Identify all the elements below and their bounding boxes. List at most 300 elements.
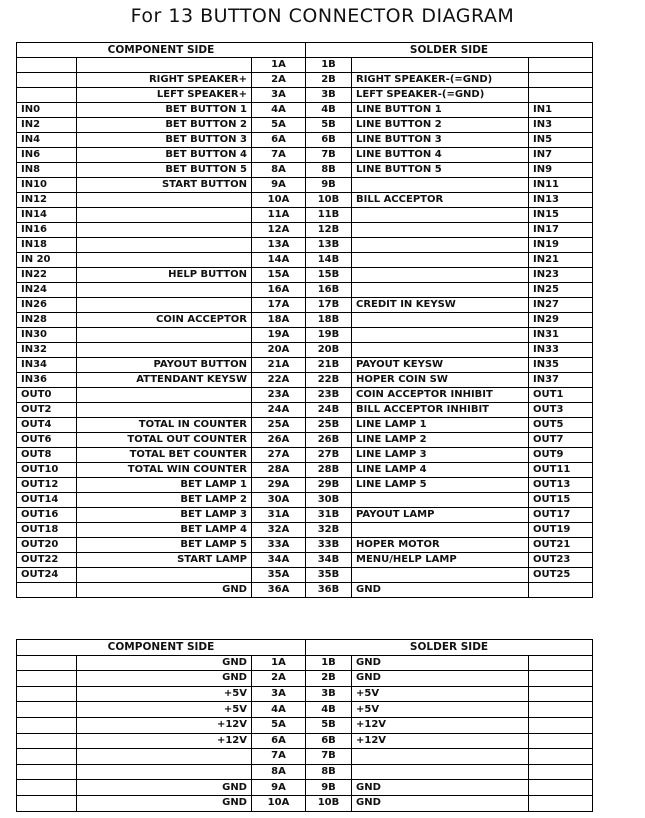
component-function-cell: +12V — [77, 733, 252, 749]
solder-function-cell: GND — [352, 795, 529, 811]
solder-signal-cell: OUT7 — [529, 433, 593, 448]
solder-signal-cell: OUT15 — [529, 493, 593, 508]
table-row — [17, 749, 593, 765]
pin-b-cell: 20B — [306, 343, 352, 358]
component-signal-cell: OUT22 — [17, 553, 77, 568]
solder-function-cell — [352, 523, 529, 538]
component-function-cell: START BUTTON — [77, 178, 252, 193]
solder-signal-cell — [529, 780, 593, 796]
component-function-cell: GND — [77, 671, 252, 687]
component-signal-cell: IN28 — [17, 313, 77, 328]
component-signal-cell — [17, 583, 77, 598]
solder-signal-cell: IN17 — [529, 223, 593, 238]
table-row — [17, 358, 593, 373]
component-signal-cell: IN6 — [17, 148, 77, 163]
pin-b-cell: 7B — [306, 148, 352, 163]
component-function-cell: BET LAMP 1 — [77, 478, 252, 493]
component-function-cell: BET BUTTON 1 — [77, 103, 252, 118]
solder-function-cell: LEFT SPEAKER-(=GND) — [352, 88, 529, 103]
solder-function-cell: MENU/HELP LAMP — [352, 553, 529, 568]
pin-a-cell: 8A — [252, 163, 306, 178]
table-row — [17, 268, 593, 283]
solder-function-cell: RIGHT SPEAKER-(=GND) — [352, 73, 529, 88]
table-row — [17, 223, 593, 238]
component-signal-cell — [17, 780, 77, 796]
pin-a-cell: 23A — [252, 388, 306, 403]
table-row — [17, 148, 593, 163]
component-function-cell: +5V — [77, 686, 252, 702]
table-header-row — [17, 43, 593, 58]
pin-b-cell: 31B — [306, 508, 352, 523]
solder-signal-cell: IN5 — [529, 133, 593, 148]
component-function-cell — [77, 223, 252, 238]
component-side-header: COMPONENT SIDE — [17, 640, 306, 656]
table-row — [17, 298, 593, 313]
pin-a-cell: 31A — [252, 508, 306, 523]
solder-signal-cell: IN7 — [529, 148, 593, 163]
pin-a-cell: 4A — [252, 103, 306, 118]
pin-a-cell: 17A — [252, 298, 306, 313]
component-function-cell: PAYOUT BUTTON — [77, 358, 252, 373]
pin-b-cell: 6B — [306, 133, 352, 148]
solder-function-cell: LINE LAMP 1 — [352, 418, 529, 433]
pin-b-cell: 4B — [306, 103, 352, 118]
pin-a-cell: 13A — [252, 238, 306, 253]
pin-a-cell: 24A — [252, 403, 306, 418]
pin-b-cell: 1B — [306, 58, 352, 73]
solder-function-cell — [352, 313, 529, 328]
pin-b-cell: 2B — [306, 671, 352, 687]
component-function-cell — [77, 403, 252, 418]
pin-b-cell: 19B — [306, 328, 352, 343]
component-signal-cell — [17, 733, 77, 749]
table-row — [17, 686, 593, 702]
table-row — [17, 508, 593, 523]
solder-signal-cell: OUT21 — [529, 538, 593, 553]
component-signal-cell: IN30 — [17, 328, 77, 343]
component-signal-cell: OUT6 — [17, 433, 77, 448]
pin-b-cell: 36B — [306, 583, 352, 598]
solder-function-cell: LINE LAMP 2 — [352, 433, 529, 448]
component-function-cell: BET LAMP 2 — [77, 493, 252, 508]
table-row — [17, 253, 593, 268]
table-row — [17, 118, 593, 133]
solder-signal-cell: IN27 — [529, 298, 593, 313]
component-signal-cell — [17, 88, 77, 103]
table-row — [17, 103, 593, 118]
table-row — [17, 780, 593, 796]
component-function-cell: GND — [77, 583, 252, 598]
component-function-cell — [77, 58, 252, 73]
solder-signal-cell: OUT3 — [529, 403, 593, 418]
solder-function-cell: BILL ACCEPTOR INHIBIT — [352, 403, 529, 418]
component-signal-cell: IN14 — [17, 208, 77, 223]
pin-b-cell: 30B — [306, 493, 352, 508]
solder-function-cell — [352, 238, 529, 253]
pin-a-cell: 18A — [252, 313, 306, 328]
table-row — [17, 343, 593, 358]
table-row — [17, 764, 593, 780]
solder-signal-cell — [529, 73, 593, 88]
table-row — [17, 418, 593, 433]
pin-a-cell: 26A — [252, 433, 306, 448]
component-function-cell: COIN ACCEPTOR — [77, 313, 252, 328]
component-function-cell: BET BUTTON 2 — [77, 118, 252, 133]
pin-b-cell: 11B — [306, 208, 352, 223]
pin-b-cell: 3B — [306, 686, 352, 702]
solder-function-cell: GND — [352, 655, 529, 671]
component-function-cell — [77, 749, 252, 765]
component-signal-cell: IN12 — [17, 193, 77, 208]
table-row — [17, 568, 593, 583]
solder-signal-cell: IN1 — [529, 103, 593, 118]
table-row — [17, 328, 593, 343]
pin-a-cell: 3A — [252, 686, 306, 702]
component-signal-cell: OUT12 — [17, 478, 77, 493]
solder-function-cell: LINE BUTTON 5 — [352, 163, 529, 178]
component-signal-cell — [17, 702, 77, 718]
component-signal-cell: IN16 — [17, 223, 77, 238]
pin-a-cell: 1A — [252, 655, 306, 671]
pin-a-cell: 35A — [252, 568, 306, 583]
component-function-cell: START LAMP — [77, 553, 252, 568]
component-function-cell: TOTAL BET COUNTER — [77, 448, 252, 463]
solder-function-cell: HOPER COIN SW — [352, 373, 529, 388]
component-signal-cell: IN32 — [17, 343, 77, 358]
pin-b-cell: 4B — [306, 702, 352, 718]
table-row — [17, 208, 593, 223]
pin-a-cell: 19A — [252, 328, 306, 343]
table-row — [17, 463, 593, 478]
pin-b-cell: 9B — [306, 178, 352, 193]
component-function-cell: GND — [77, 795, 252, 811]
solder-function-cell — [352, 223, 529, 238]
component-function-cell: +5V — [77, 702, 252, 718]
table-row — [17, 523, 593, 538]
component-signal-cell: IN36 — [17, 373, 77, 388]
solder-function-cell: +12V — [352, 733, 529, 749]
pin-a-cell: 7A — [252, 749, 306, 765]
pin-a-cell: 21A — [252, 358, 306, 373]
component-function-cell: LEFT SPEAKER+ — [77, 88, 252, 103]
table-row — [17, 133, 593, 148]
pin-b-cell: 3B — [306, 88, 352, 103]
solder-function-cell — [352, 208, 529, 223]
component-side-header: COMPONENT SIDE — [17, 43, 306, 58]
component-function-cell — [77, 388, 252, 403]
component-signal-cell: IN26 — [17, 298, 77, 313]
component-function-cell: GND — [77, 780, 252, 796]
solder-side-header: SOLDER SIDE — [306, 640, 593, 656]
pin-b-cell: 34B — [306, 553, 352, 568]
pin-a-cell: 22A — [252, 373, 306, 388]
table-row — [17, 88, 593, 103]
component-function-cell: TOTAL OUT COUNTER — [77, 433, 252, 448]
pin-a-cell: 12A — [252, 223, 306, 238]
component-function-cell — [77, 193, 252, 208]
pin-b-cell: 27B — [306, 448, 352, 463]
component-function-cell: GND — [77, 655, 252, 671]
table-row — [17, 238, 593, 253]
solder-signal-cell — [529, 764, 593, 780]
component-signal-cell: IN24 — [17, 283, 77, 298]
pin-a-cell: 3A — [252, 88, 306, 103]
pin-b-cell: 23B — [306, 388, 352, 403]
component-signal-cell — [17, 58, 77, 73]
solder-signal-cell: IN21 — [529, 253, 593, 268]
component-function-cell — [77, 208, 252, 223]
solder-signal-cell — [529, 717, 593, 733]
main-connector-table — [16, 42, 593, 598]
solder-signal-cell — [529, 58, 593, 73]
component-function-cell: BET BUTTON 5 — [77, 163, 252, 178]
pin-a-cell: 16A — [252, 283, 306, 298]
solder-signal-cell — [529, 686, 593, 702]
table-row — [17, 553, 593, 568]
solder-function-cell: LINE LAMP 5 — [352, 478, 529, 493]
solder-function-cell — [352, 328, 529, 343]
component-signal-cell: OUT14 — [17, 493, 77, 508]
solder-signal-cell — [529, 88, 593, 103]
solder-function-cell: GND — [352, 583, 529, 598]
solder-function-cell — [352, 749, 529, 765]
pin-b-cell: 17B — [306, 298, 352, 313]
solder-signal-cell — [529, 671, 593, 687]
component-signal-cell: IN10 — [17, 178, 77, 193]
solder-signal-cell: IN33 — [529, 343, 593, 358]
solder-signal-cell: IN11 — [529, 178, 593, 193]
solder-function-cell — [352, 493, 529, 508]
pin-a-cell: 2A — [252, 671, 306, 687]
pin-a-cell: 2A — [252, 73, 306, 88]
pin-a-cell: 6A — [252, 133, 306, 148]
component-signal-cell: IN2 — [17, 118, 77, 133]
component-function-cell: TOTAL WIN COUNTER — [77, 463, 252, 478]
component-signal-cell: OUT18 — [17, 523, 77, 538]
pin-a-cell: 5A — [252, 118, 306, 133]
pin-b-cell: 24B — [306, 403, 352, 418]
component-function-cell — [77, 343, 252, 358]
solder-function-cell: LINE BUTTON 4 — [352, 148, 529, 163]
component-signal-cell: OUT20 — [17, 538, 77, 553]
pin-a-cell: 10A — [252, 795, 306, 811]
table-row — [17, 403, 593, 418]
component-signal-cell: OUT24 — [17, 568, 77, 583]
pin-a-cell: 33A — [252, 538, 306, 553]
component-signal-cell: OUT8 — [17, 448, 77, 463]
table-row — [17, 655, 593, 671]
component-signal-cell — [17, 764, 77, 780]
solder-function-cell: GND — [352, 671, 529, 687]
table-row — [17, 313, 593, 328]
pin-b-cell: 28B — [306, 463, 352, 478]
pin-a-cell: 4A — [252, 702, 306, 718]
pin-a-cell: 11A — [252, 208, 306, 223]
table-row — [17, 671, 593, 687]
component-signal-cell: IN34 — [17, 358, 77, 373]
pin-a-cell: 32A — [252, 523, 306, 538]
table-header-row — [17, 640, 593, 656]
pin-a-cell: 20A — [252, 343, 306, 358]
table-row — [17, 283, 593, 298]
solder-signal-cell: IN19 — [529, 238, 593, 253]
component-signal-cell — [17, 671, 77, 687]
component-function-cell: BET BUTTON 4 — [77, 148, 252, 163]
table-row — [17, 702, 593, 718]
component-function-cell: ATTENDANT KEYSW — [77, 373, 252, 388]
pin-b-cell: 1B — [306, 655, 352, 671]
pin-b-cell: 16B — [306, 283, 352, 298]
power-connector-table — [16, 639, 593, 812]
table-row — [17, 478, 593, 493]
solder-function-cell — [352, 253, 529, 268]
solder-function-cell: COIN ACCEPTOR INHIBIT — [352, 388, 529, 403]
solder-signal-cell: IN31 — [529, 328, 593, 343]
component-function-cell — [77, 238, 252, 253]
table-row — [17, 448, 593, 463]
solder-function-cell: LINE LAMP 4 — [352, 463, 529, 478]
pin-b-cell: 15B — [306, 268, 352, 283]
solder-signal-cell: IN23 — [529, 268, 593, 283]
table-row — [17, 373, 593, 388]
table-row — [17, 538, 593, 553]
solder-function-cell: +12V — [352, 717, 529, 733]
solder-signal-cell: OUT17 — [529, 508, 593, 523]
component-function-cell: BET BUTTON 3 — [77, 133, 252, 148]
pin-a-cell: 27A — [252, 448, 306, 463]
pin-a-cell: 6A — [252, 733, 306, 749]
pin-b-cell: 29B — [306, 478, 352, 493]
table-row — [17, 388, 593, 403]
pin-a-cell: 10A — [252, 193, 306, 208]
pin-a-cell: 25A — [252, 418, 306, 433]
solder-signal-cell: OUT11 — [529, 463, 593, 478]
solder-signal-cell: IN29 — [529, 313, 593, 328]
component-signal-cell: IN18 — [17, 238, 77, 253]
component-function-cell: BET LAMP 5 — [77, 538, 252, 553]
component-signal-cell: IN 20 — [17, 253, 77, 268]
solder-function-cell — [352, 764, 529, 780]
table-row — [17, 73, 593, 88]
solder-signal-cell — [529, 583, 593, 598]
solder-signal-cell: IN9 — [529, 163, 593, 178]
solder-function-cell: CREDIT IN KEYSW — [352, 298, 529, 313]
solder-signal-cell — [529, 749, 593, 765]
solder-signal-cell: OUT5 — [529, 418, 593, 433]
component-signal-cell — [17, 73, 77, 88]
component-signal-cell: OUT16 — [17, 508, 77, 523]
table-row — [17, 58, 593, 73]
component-function-cell: BET LAMP 3 — [77, 508, 252, 523]
pin-a-cell: 9A — [252, 780, 306, 796]
pin-b-cell: 10B — [306, 795, 352, 811]
table-row — [17, 433, 593, 448]
component-signal-cell: OUT4 — [17, 418, 77, 433]
solder-function-cell — [352, 58, 529, 73]
solder-side-header: SOLDER SIDE — [306, 43, 593, 58]
component-function-cell — [77, 283, 252, 298]
component-function-cell: BET LAMP 4 — [77, 523, 252, 538]
component-signal-cell — [17, 749, 77, 765]
pin-a-cell: 15A — [252, 268, 306, 283]
solder-function-cell: PAYOUT KEYSW — [352, 358, 529, 373]
solder-signal-cell: OUT25 — [529, 568, 593, 583]
table-row — [17, 163, 593, 178]
component-function-cell — [77, 298, 252, 313]
pin-b-cell: 7B — [306, 749, 352, 765]
component-signal-cell: IN22 — [17, 268, 77, 283]
solder-function-cell: GND — [352, 780, 529, 796]
component-signal-cell — [17, 655, 77, 671]
pin-a-cell: 8A — [252, 764, 306, 780]
solder-signal-cell: OUT1 — [529, 388, 593, 403]
solder-signal-cell — [529, 702, 593, 718]
pin-b-cell: 8B — [306, 163, 352, 178]
component-function-cell — [77, 764, 252, 780]
pin-b-cell: 25B — [306, 418, 352, 433]
pin-b-cell: 6B — [306, 733, 352, 749]
component-function-cell — [77, 568, 252, 583]
solder-signal-cell: IN3 — [529, 118, 593, 133]
solder-signal-cell: IN25 — [529, 283, 593, 298]
pin-b-cell: 35B — [306, 568, 352, 583]
solder-function-cell — [352, 568, 529, 583]
page-title: For 13 BUTTON CONNECTOR DIAGRAM — [130, 5, 515, 27]
table-row — [17, 193, 593, 208]
solder-function-cell: LINE BUTTON 3 — [352, 133, 529, 148]
solder-function-cell: +5V — [352, 686, 529, 702]
pin-b-cell: 14B — [306, 253, 352, 268]
component-function-cell: TOTAL IN COUNTER — [77, 418, 252, 433]
solder-signal-cell — [529, 655, 593, 671]
component-signal-cell: OUT2 — [17, 403, 77, 418]
component-function-cell: HELP BUTTON — [77, 268, 252, 283]
solder-function-cell: LINE BUTTON 1 — [352, 103, 529, 118]
table-row — [17, 795, 593, 811]
component-function-cell: RIGHT SPEAKER+ — [77, 73, 252, 88]
component-signal-cell: OUT10 — [17, 463, 77, 478]
solder-signal-cell: IN15 — [529, 208, 593, 223]
solder-signal-cell — [529, 795, 593, 811]
pin-a-cell: 7A — [252, 148, 306, 163]
pin-b-cell: 10B — [306, 193, 352, 208]
solder-signal-cell: OUT13 — [529, 478, 593, 493]
pin-b-cell: 8B — [306, 764, 352, 780]
pin-b-cell: 9B — [306, 780, 352, 796]
component-signal-cell: IN0 — [17, 103, 77, 118]
pin-a-cell: 29A — [252, 478, 306, 493]
component-function-cell — [77, 253, 252, 268]
component-signal-cell — [17, 686, 77, 702]
pin-b-cell: 21B — [306, 358, 352, 373]
pin-a-cell: 28A — [252, 463, 306, 478]
solder-signal-cell: OUT19 — [529, 523, 593, 538]
pin-b-cell: 33B — [306, 538, 352, 553]
solder-function-cell — [352, 268, 529, 283]
pin-b-cell: 5B — [306, 118, 352, 133]
component-signal-cell — [17, 717, 77, 733]
solder-function-cell: HOPER MOTOR — [352, 538, 529, 553]
pin-a-cell: 9A — [252, 178, 306, 193]
solder-signal-cell — [529, 733, 593, 749]
table-row — [17, 583, 593, 598]
component-function-cell — [77, 328, 252, 343]
pin-b-cell: 2B — [306, 73, 352, 88]
pin-b-cell: 5B — [306, 717, 352, 733]
solder-function-cell: BILL ACCEPTOR — [352, 193, 529, 208]
solder-signal-cell: IN13 — [529, 193, 593, 208]
component-signal-cell: IN4 — [17, 133, 77, 148]
